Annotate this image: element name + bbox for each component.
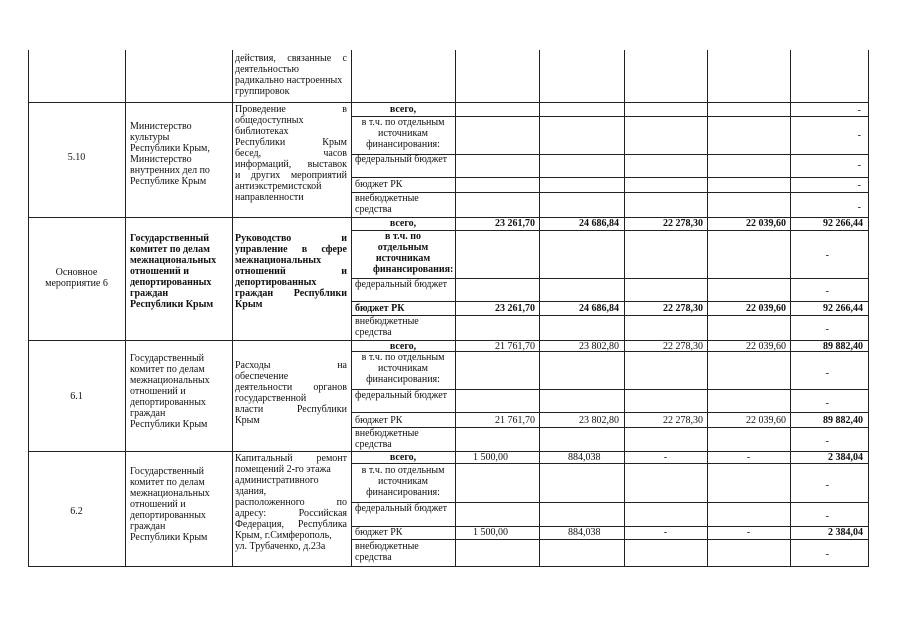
total-value: -: [825, 436, 829, 447]
total-value: 92 266,44: [823, 218, 863, 229]
total-value: -: [825, 511, 829, 522]
table-border-bottom: [28, 566, 869, 567]
year-value: 23 802,80: [579, 415, 619, 426]
year-value: -: [663, 452, 668, 463]
source-total-label: всего,: [389, 452, 417, 463]
year-value: 22 039,60: [746, 415, 786, 426]
table-border-left: [28, 50, 29, 566]
source-extra-label: внебюджетные средства: [355, 316, 419, 338]
executor-cell: Министерство культуры Республики Крым, Министерство внутренних дел по Республике Крым: [130, 121, 210, 187]
total-value: -: [825, 368, 829, 379]
total-value: -: [857, 180, 861, 191]
row-number: 5.10: [67, 152, 86, 163]
year-value: 22 278,30: [663, 341, 703, 352]
source-rk-label: бюджет РК: [355, 415, 403, 426]
event-cell: действия, связанные с деятельностью радикально настроенных группировок: [235, 53, 347, 97]
subrow-divider: [351, 412, 869, 413]
total-value: -: [857, 202, 861, 213]
executor-cell: Государственный комитет по делам межнациональных отношений и депортированных граждан Республики Крым: [130, 233, 217, 310]
source-total-label: всего,: [389, 341, 417, 352]
total-value: -: [825, 286, 829, 297]
year-value: 22 039,60: [746, 303, 786, 314]
total-value: 2 384,04: [828, 527, 863, 538]
year-value: 1 500,00: [473, 527, 508, 538]
executor-cell: Государственный комитет по делам межнациональных отношений и депортированных граждан Республики Крым: [130, 466, 210, 543]
total-value: -: [857, 105, 861, 116]
event-cell: Проведение в общедоступных библиотеках Республики Крым бесед, часов информаций, выставок и других мероприятий антиэкстремистской направленности: [235, 104, 347, 203]
source-federal-label: федеральный бюджет: [355, 503, 448, 514]
year-value: 23 261,70: [495, 218, 535, 229]
total-value: 89 882,40: [823, 415, 863, 426]
year-value: 24 686,84: [579, 218, 619, 229]
source-rk-label: бюджет РК: [355, 179, 403, 190]
year-value: 22 039,60: [746, 218, 786, 229]
column-divider: [125, 50, 126, 566]
total-value: -: [825, 398, 829, 409]
year-value: 884,038: [568, 527, 601, 538]
event-cell: Руководство и управление в сфере межнациональных отношений и депортированных граждан Республики Крым: [235, 233, 347, 310]
source-by-sources-label: в т.ч. по отдельным источникам финансирования:: [361, 465, 445, 498]
event-cell: Расходы на обеспечение деятельности органов государственной власти Республики Крым: [235, 360, 347, 426]
year-value: -: [746, 527, 751, 538]
year-value: 23 802,80: [579, 341, 619, 352]
year-value: 22 278,30: [663, 415, 703, 426]
row-divider: [28, 102, 869, 103]
column-divider: [232, 50, 233, 566]
source-extra-label: внебюджетные средства: [355, 193, 419, 215]
year-value: 21 761,70: [495, 341, 535, 352]
total-value: -: [857, 130, 861, 141]
total-value: -: [825, 549, 829, 560]
executor-cell: Государственный комитет по делам межнациональных отношений и депортированных граждан Республики Крым: [130, 353, 210, 430]
year-value: 22 278,30: [663, 218, 703, 229]
budget-table: [28, 50, 869, 566]
source-rk-label: бюджет РК: [355, 303, 405, 314]
source-total-label: всего,: [389, 104, 417, 115]
total-value: 89 882,40: [823, 341, 863, 352]
year-value: 21 761,70: [495, 415, 535, 426]
subrow-divider: [351, 539, 869, 540]
year-value: 22 039,60: [746, 341, 786, 352]
total-value: 2 384,04: [828, 452, 863, 463]
year-value: 22 278,30: [663, 303, 703, 314]
total-value: -: [825, 480, 829, 491]
source-federal-label: федеральный бюджет: [355, 154, 448, 165]
source-rk-label: бюджет РК: [355, 527, 403, 538]
row-number: 6.2: [70, 506, 83, 517]
year-value: -: [663, 527, 668, 538]
total-value: -: [825, 250, 829, 261]
row-number: 6.1: [70, 391, 83, 402]
row-number: Основное мероприятие 6: [45, 267, 108, 289]
source-total-label: всего,: [389, 218, 417, 229]
subrow-divider: [351, 301, 869, 302]
year-value: -: [746, 452, 751, 463]
source-extra-label: внебюджетные средства: [355, 428, 419, 450]
total-value: 92 266,44: [823, 303, 863, 314]
source-by-sources-label: в т.ч. по отдельным источникам финансирования:: [373, 231, 454, 275]
year-value: 884,038: [568, 452, 601, 463]
source-by-sources-label: в т.ч. по отдельным источникам финансирования:: [361, 117, 445, 150]
total-value: -: [825, 324, 829, 335]
year-value: 1 500,00: [473, 452, 508, 463]
subrow-divider: [351, 463, 869, 464]
source-federal-label: федеральный бюджет: [355, 279, 448, 290]
table-border-right: [868, 50, 869, 566]
year-value: 23 261,70: [495, 303, 535, 314]
total-value: -: [857, 160, 861, 171]
source-extra-label: внебюджетные средства: [355, 541, 419, 563]
event-cell: Капитальный ремонт помещений 2-го этажа административного здания, расположенного по адресу: Российская Федерация, Республика Крым, г.Симферополь, ул. Трубаченко, д.23а: [235, 453, 347, 552]
source-federal-label: федеральный бюджет: [355, 390, 448, 401]
source-by-sources-label: в т.ч. по отдельным источникам финансирования:: [361, 352, 445, 385]
subrow-divider: [351, 177, 869, 178]
year-value: 24 686,84: [579, 303, 619, 314]
